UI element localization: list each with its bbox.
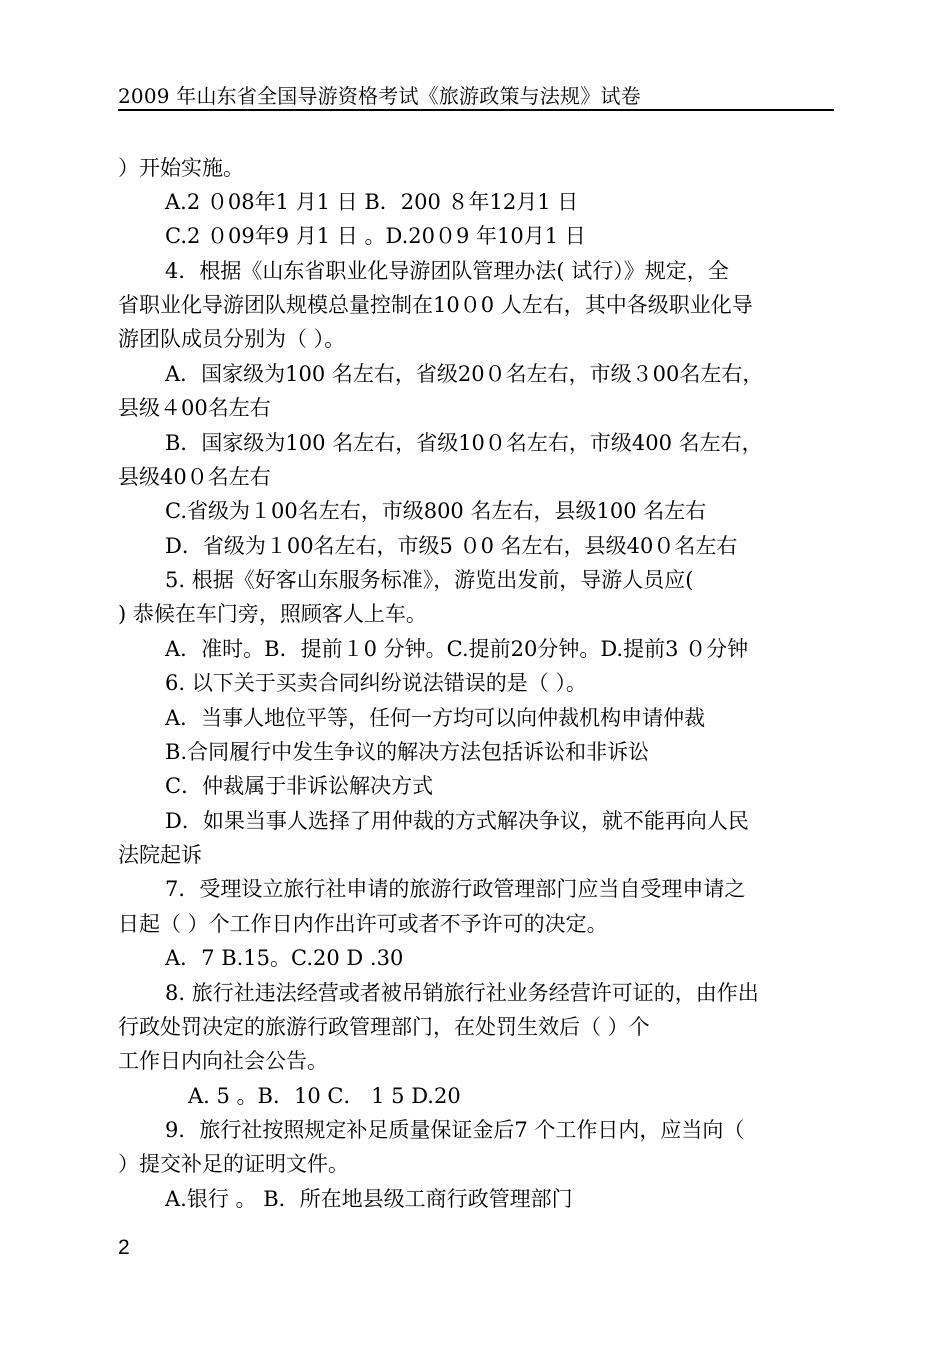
text-line: A．准时。B．提前１0 分钟。C.提前20分钟。D.提前3 ０分钟 bbox=[165, 637, 749, 661]
text-line: A.2 ０08年1 月1 日 B．200 ８年12月1 日 bbox=[165, 190, 579, 214]
text-line: D．省级为１00名左右，市级5 ０0 名左右，县级40０名左右 bbox=[165, 534, 738, 558]
text-line: B．国家级为100 名左右，省级10０名左右，市级400 名左右， bbox=[165, 431, 763, 455]
text-line: ) 恭候在车门旁，照顾客人上车。 bbox=[118, 602, 427, 626]
text-line: ）提交补足的证明文件。 bbox=[118, 1152, 349, 1176]
text-line: 行政处罚决定的旅游行政管理部门，在处罚生效后（ ）个 bbox=[118, 1015, 650, 1039]
text-line: 游团队成员分别为（ ）。 bbox=[118, 327, 346, 351]
text-line: A. 5 。B．10 C． 1 5 D.20 bbox=[188, 1084, 461, 1108]
document-header: 2009 年山东省全国导游资格考试《旅游政策与法规》试卷 bbox=[118, 84, 641, 108]
text-line: 4．根据《山东省职业化导游团队管理办法( 试行）》规定，全 bbox=[165, 259, 729, 283]
text-line: B.合同履行中发生争议的解决方法包括诉讼和非诉讼 bbox=[165, 740, 650, 764]
text-line: 日起（ ）个工作日内作出许可或者不予许可的决定。 bbox=[118, 912, 608, 936]
text-line: 6. 以下关于买卖合同纠纷说法错误的是（ ）。 bbox=[165, 671, 587, 695]
text-line: 县级40０名左右 bbox=[118, 465, 271, 489]
text-line: 法院起诉 bbox=[118, 843, 202, 867]
header-rule bbox=[118, 109, 834, 111]
text-line: C.2 ０09年9 月1 日 。D.20０9 年10月1 日 bbox=[165, 224, 586, 248]
text-line: ）开始实施。 bbox=[118, 156, 244, 180]
text-line: D．如果当事人选择了用仲裁的方式解决争议，就不能再向人民 bbox=[165, 809, 749, 833]
text-line: 工作日内向社会公告。 bbox=[118, 1049, 328, 1073]
text-line: 5. 根据《好客山东服务标准》，游览出发前，导游人员应( bbox=[165, 568, 694, 592]
text-line: C．仲裁属于非诉讼解决方式 bbox=[165, 774, 434, 798]
text-line: 县级４00名左右 bbox=[118, 396, 271, 420]
text-line: A．当事人地位平等，任何一方均可以向仲裁机构申请仲裁 bbox=[165, 706, 706, 730]
text-line: 8. 旅行社违法经营或者被吊销旅行社业务经营许可证的，由作出 bbox=[165, 981, 759, 1005]
text-line: C.省级为１00名左右，市级800 名左右，县级100 名左右 bbox=[165, 499, 707, 523]
text-line: 省职业化导游团队规模总量控制在10０0 人左右，其中各级职业化导 bbox=[118, 293, 753, 317]
page-number: 2 bbox=[118, 1236, 130, 1259]
text-line: 9．旅行社按照规定补足质量保证金后7 个工作日内，应当向（ bbox=[165, 1118, 745, 1142]
text-line: 7．受理设立旅行社申请的旅游行政管理部门应当自受理申请之 bbox=[165, 877, 746, 901]
text-line: A．国家级为100 名左右，省级20０名左右，市级３00名左右， bbox=[165, 362, 764, 386]
text-line: A．7 B.15。C.20 D .30 bbox=[165, 946, 404, 970]
text-line: A.银行 。 B．所在地县级工商行政管理部门 bbox=[165, 1187, 573, 1211]
